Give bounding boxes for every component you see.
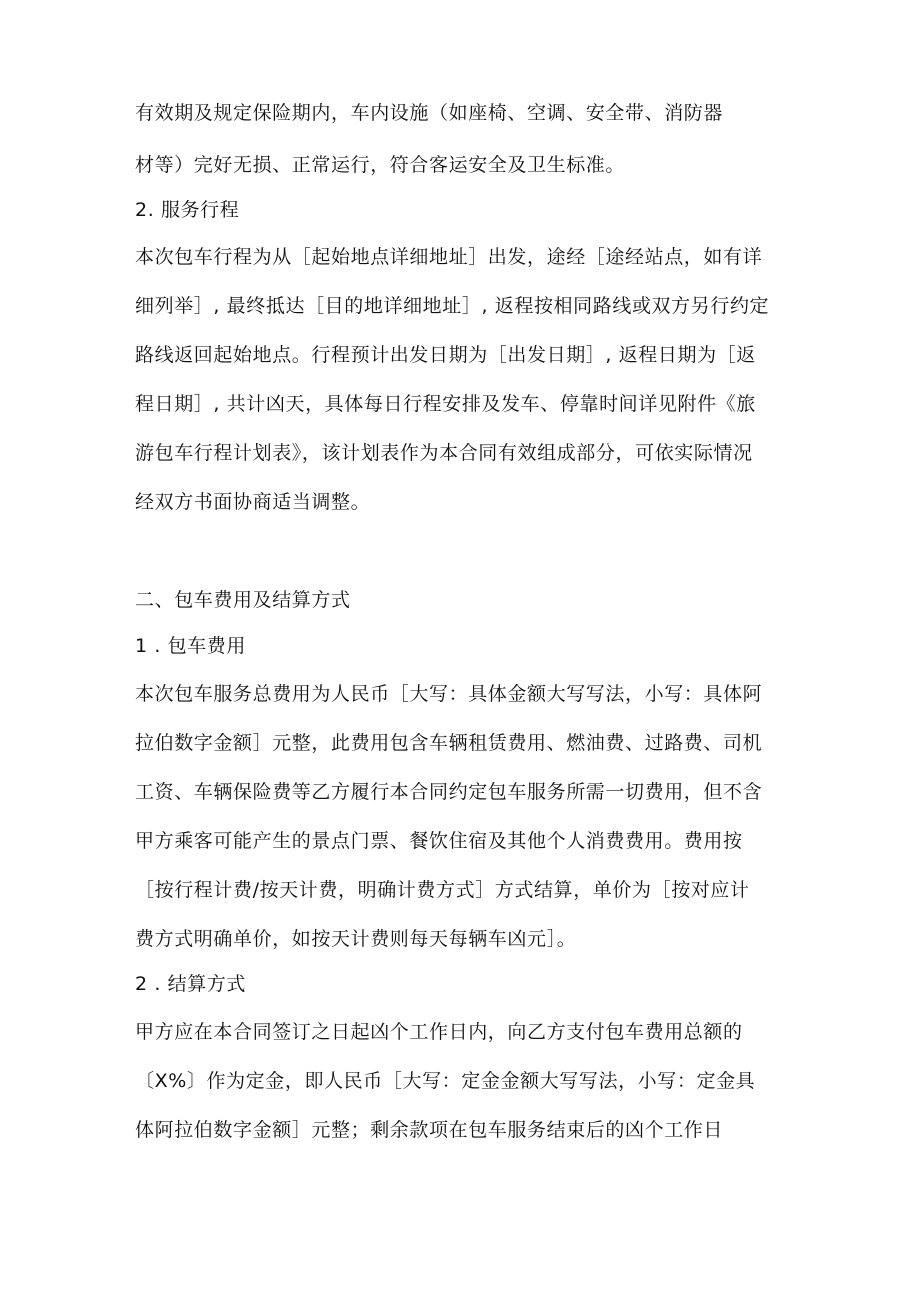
paragraph-line: 〔X%〕作为定金，即人民币［大写：定金金额大写写法，小写：定金具 <box>135 1070 756 1092</box>
paragraph-line: 甲方应在本合同签订之日起凶个工作日内，向乙方支付包车费用总额的 <box>135 1021 743 1043</box>
paragraph-line: 路线返回起始地点。行程预计出发日期为［出发日期］, 返程日期为［返 <box>135 344 756 366</box>
chapter-heading-fees-settlement: 二、包车费用及结算方式 <box>135 589 351 611</box>
section-heading-charter-fee: 1 . 包车费用 <box>135 635 247 657</box>
paragraph-line: 本次包车行程为从［起始地点详细地址］出发，途经［途经站点，如有详 <box>135 246 763 268</box>
paragraph-line: 甲方乘客可能产生的景点门票、餐饮住宿及其他个人消费费用。费用按 <box>135 830 743 852</box>
paragraph-line: 本次包车服务总费用为人民币［大写：具体金额大写写法，小写：具体阿 <box>135 683 763 705</box>
paragraph-line: 经双方书面协商适当调整。 <box>135 491 371 513</box>
paragraph-line: 材等）完好无损、正常运行，符合客运安全及卫生标准。 <box>135 154 626 176</box>
section-heading-settlement-method: 2 . 结算方式 <box>135 973 247 995</box>
paragraph-line: 细列举］, 最终抵达［目的地详细地址］, 返程按相同路线或双方另行约定 <box>135 295 770 317</box>
paragraph-line: ［按行程计费/按天计费，明确计费方式］方式结算，单价为［按对应计 <box>135 879 750 901</box>
paragraph-line: 程日期］, 共计凶天，具体每日行程安排及发车、停靠时间详见附件《旅 <box>135 393 756 415</box>
paragraph-line: 费方式明确单价，如按天计费则每天每辆车凶元］。 <box>135 928 577 950</box>
paragraph-line: 体阿拉伯数字金额］元整；剩余款项在包车服务结束后的凶个工作日 <box>135 1119 724 1141</box>
paragraph-line: 拉伯数字金额］元整，此费用包含车辆租赁费用、燃油费、过路费、司机 <box>135 732 763 754</box>
paragraph-line: 游包车行程计划表》，该计划表作为本合同有效组成部分，可依实际情况 <box>135 442 753 464</box>
paragraph-line: 有效期及规定保险期内，车内设施（如座椅、空调、安全带、消防器 <box>135 102 724 124</box>
paragraph-line: 工资、车辆保险费等乙方履行本合同约定包车服务所需一切费用，但不含 <box>135 781 763 803</box>
section-heading-service-itinerary: 2. 服务行程 <box>135 199 240 221</box>
